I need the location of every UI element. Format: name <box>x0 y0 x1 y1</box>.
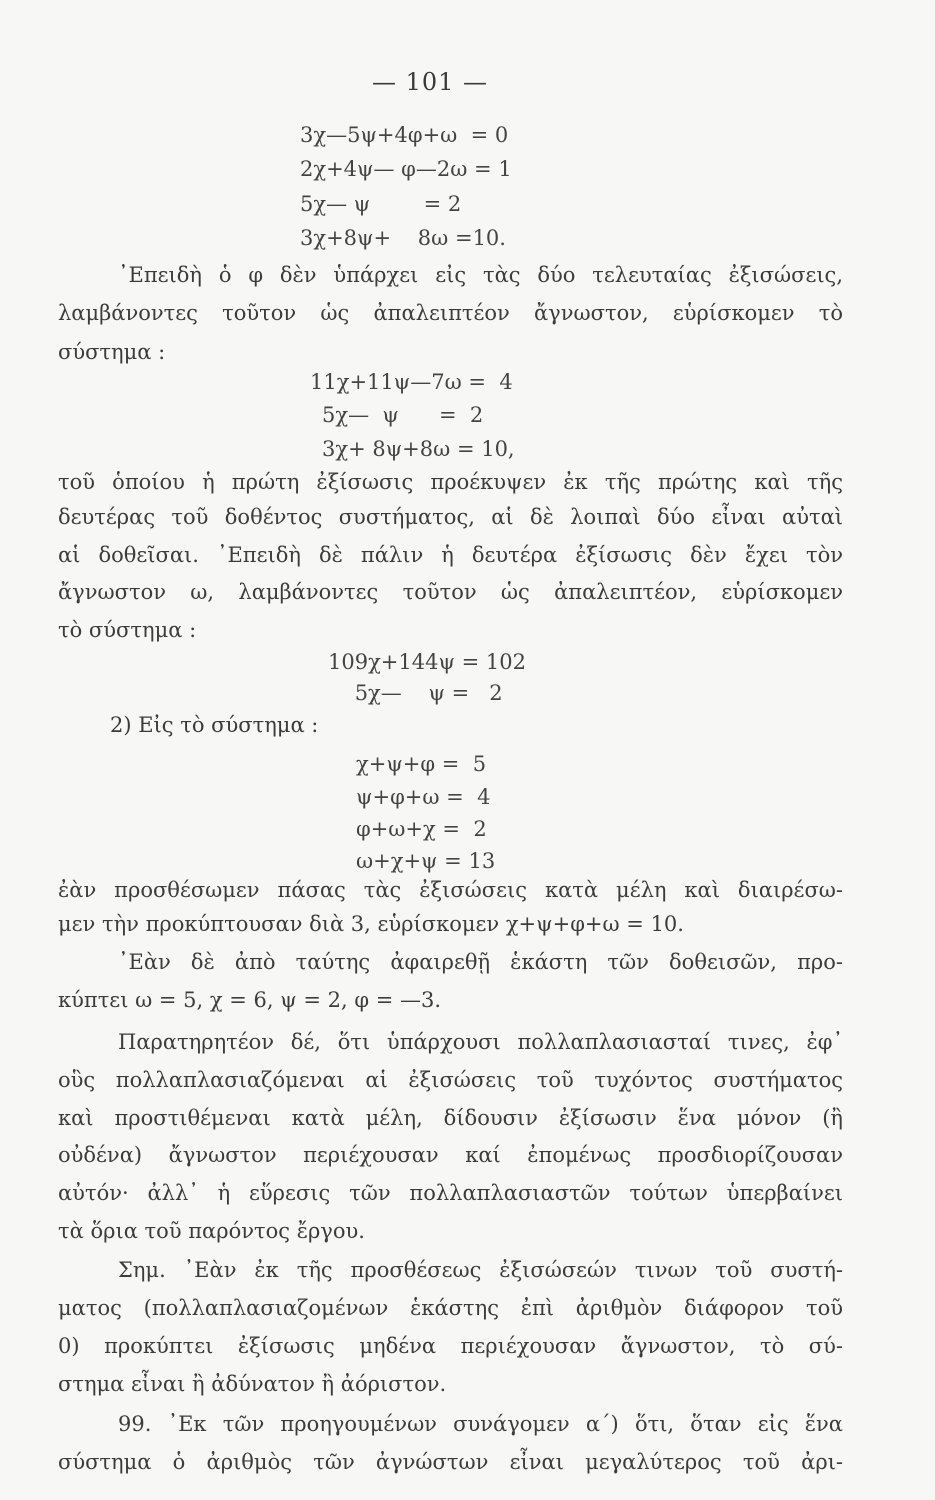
text-line: κύπτει ω = 5, χ = 6, ψ = 2, φ = —3. <box>58 988 442 1012</box>
text-line: αὐτόν· ἀλλ᾿ ἡ εὕρεσις τῶν πολλαπλασιαστῶν τούτων ὑπερβαίνει <box>58 1181 843 1205</box>
text-line: στημα εἶναι ἢ ἀδύνατον ἢ ἀόριστον. <box>58 1372 447 1396</box>
text-line: 0) προκύπτει ἐξίσωσις μηδένα περιέχουσαν ἄγνωστον, τὸ σύ- <box>58 1334 843 1358</box>
text-line: οὐδένα) ἄγνωστον περιέχουσαν καί ἐπομένως προσδιορίζουσαν <box>58 1143 843 1167</box>
equation-line: ψ+φ+ω = 4 <box>356 785 491 809</box>
text-line: 99. ᾿Εκ τῶν προηγουμένων συνάγομεν α΄) ὅτι, ὅταν εἰς ἕνα <box>118 1412 843 1436</box>
equation-line: 5χ— ψ = 2 <box>322 403 484 427</box>
text-line: καὶ προστιθέμεναι κατὰ μέλη, δίδουσιν ἐξίσωσιν ἕνα μόνον (ἢ <box>58 1106 843 1130</box>
text-line: οὓς πολλαπλασιαζόμεναι αἱ ἐξισώσεις τοῦ τυχόντος συστήματος <box>58 1068 843 1092</box>
page-number: — 101 — <box>371 68 489 96</box>
text-line: τὰ ὅρια τοῦ παρόντος ἔργου. <box>58 1219 365 1243</box>
text-line: μεν τὴν προκύπτουσαν διὰ 3, εὑρίσκομεν χ+ψ+φ+ω = 10. <box>58 912 684 936</box>
text-line: ᾿Εὰν δὲ ἀπὸ ταύτης ἀφαιρεθῇ ἑκάστη τῶν δοθεισῶν, προ- <box>118 950 843 974</box>
equation-line: 3χ—5ψ+4φ+ω = 0 <box>300 123 509 147</box>
text-line: τὸ σύστημα : <box>58 618 197 642</box>
text-line: δευτέρας τοῦ δοθέντος συστήματος, αἱ δὲ λοιπαὶ δύο εἶναι αὐταὶ <box>58 505 843 529</box>
equation-line: 109χ+144ψ = 102 <box>328 650 526 674</box>
equation-line: 5χ— ψ = 2 <box>300 192 462 216</box>
text-line: Σημ. ᾿Εὰν ἐκ τῆς προσθέσεως ἐξισώσεών τινων τοῦ συστή- <box>118 1258 843 1282</box>
equation-line: ω+χ+ψ = 13 <box>356 849 496 873</box>
equation-line: 3χ+ 8ψ+8ω = 10, <box>322 437 515 461</box>
text-line: αἱ δοθεῖσαι. ᾿Επειδὴ δὲ πάλιν ἡ δευτέρα ἐξίσωσις δὲν ἔχει τὸν <box>58 543 843 567</box>
text-line: σύστημα ὁ ἀριθμὸς τῶν ἀγνώστων εἶναι μεγαλύτερος τοῦ ἀρι- <box>58 1450 843 1474</box>
equation-line: 3χ+8ψ+ 8ω =10. <box>300 226 506 250</box>
text-line: λαμβάνοντες τοῦτον ὡς ἀπαλειπτέον ἄγνωστον, εὑρίσκομεν τὸ <box>58 301 843 325</box>
text-line: Παρατηρητέον δέ, ὅτι ὑπάρχουσι πολλαπλασιασταί τινες, ἐφ᾿ <box>118 1030 843 1054</box>
equation-line: 11χ+11ψ—7ω = 4 <box>310 370 513 394</box>
example-label: 2) Εἰς τὸ σύστημα : <box>110 713 319 737</box>
equation-line: 2χ+4ψ— φ—2ω = 1 <box>300 157 512 181</box>
text-line: ἐὰν προσθέσωμεν πάσας τὰς ἐξισώσεις κατὰ μέλη καὶ διαιρέσω- <box>58 878 843 902</box>
text-line: σύστημα : <box>58 340 166 364</box>
text-line: ᾿Επειδὴ ὁ φ δὲν ὑπάρχει εἰς τὰς δύο τελευταίας ἐξισώσεις, <box>118 263 843 287</box>
equation-line: 5χ— ψ = 2 <box>328 681 503 705</box>
text-line: τοῦ ὁποίου ἡ πρώτη ἐξίσωσις προέκυψεν ἐκ τῆς πρώτης καὶ τῆς <box>58 470 843 494</box>
text-line: ἄγνωστον ω, λαμβάνοντες τοῦτον ὡς ἀπαλειπτέον, εὑρίσκομεν <box>58 580 843 604</box>
text-line: ματος (πολλαπλασιαζομένων ἑκάστης ἐπὶ ἀριθμὸν διάφορον τοῦ <box>58 1296 843 1320</box>
equation-line: χ+ψ+φ = 5 <box>356 752 487 776</box>
equation-line: φ+ω+χ = 2 <box>356 817 487 841</box>
